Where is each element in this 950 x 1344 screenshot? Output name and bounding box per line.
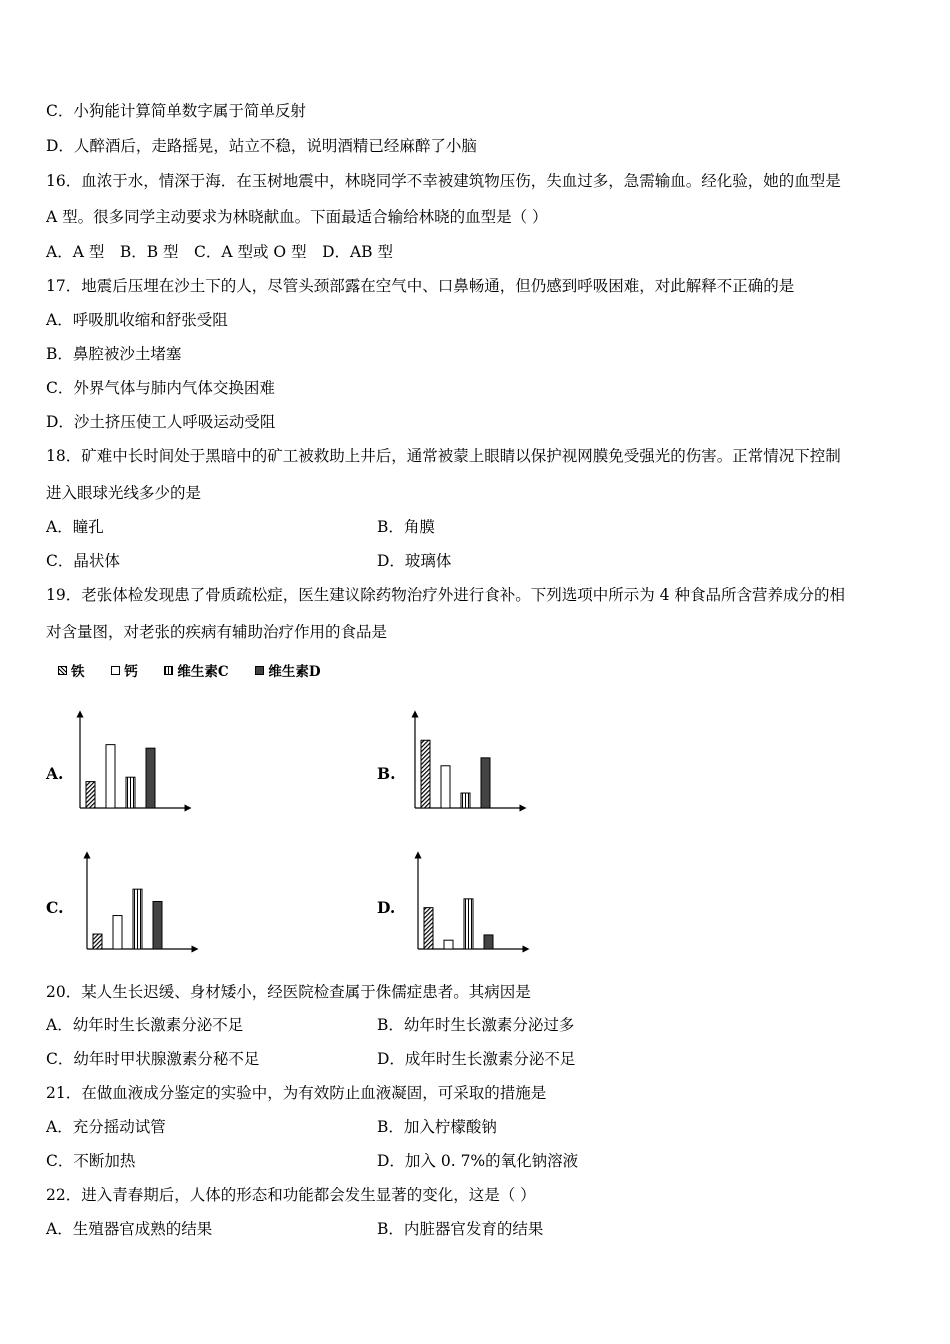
- question-21-option-c: C．不断加热: [46, 1152, 136, 1170]
- question-19-stem-2: 对含量图，对老张的疾病有辅助治疗作用的食品是: [46, 623, 388, 641]
- chart-d-bar-calcium: [444, 940, 453, 949]
- question-17-option-c: C．外界气体与肺内气体交换困难: [46, 379, 275, 397]
- question-16-options: A．A 型 B．B 型 C．A 型或 O 型 D．AB 型: [46, 243, 394, 261]
- question-20-stem: 20．某人生长迟缓、身材矮小，经医院检查属于侏儒症患者。其病因是: [46, 983, 531, 1001]
- legend-label-vitamin-c: 维生素C: [177, 664, 229, 680]
- question-20-option-c: C．幼年时甲状腺激素分秘不足: [46, 1050, 260, 1068]
- legend-label-calcium: 钙: [124, 664, 138, 680]
- chart-b-label: B.: [377, 764, 396, 783]
- chart-b-bar-iron: [421, 740, 430, 808]
- chart-d-label: D.: [377, 898, 396, 917]
- chart-d-bar-vitamin-c: [464, 899, 473, 949]
- chart-b-bar-vitamin-c: [461, 793, 470, 808]
- question-21-option-b: B．加入柠檬酸钠: [377, 1118, 497, 1136]
- question-16-stem-2: A 型。很多同学主动要求为林晓献血。下面最适合输给林晓的血型是（ ）: [46, 208, 548, 226]
- question-21-option-a: A．充分摇动试管: [46, 1118, 166, 1136]
- question-21-stem: 21．在做血液成分鉴定的实验中，为有效防止血液凝固，可采取的措施是: [46, 1084, 547, 1102]
- legend-swatch-iron: [58, 666, 67, 675]
- question-17-option-a: A．呼吸肌收缩和舒张受阻: [46, 311, 228, 329]
- question-18-option-c: C．晶状体: [46, 552, 120, 570]
- chart-d-bar-iron: [424, 908, 433, 949]
- question-20-option-b: B．幼年时生长激素分泌过多: [377, 1016, 575, 1034]
- chart-d: [408, 853, 533, 955]
- chart-a-bar-iron: [86, 782, 95, 808]
- chart-c: [77, 853, 202, 955]
- legend-iron: [58, 660, 85, 680]
- chart-b-bar-vitamin-d: [481, 758, 490, 808]
- line-d-option: D．人醉酒后，走路摇晃，站立不稳，说明酒精已经麻醉了小脑: [46, 137, 477, 155]
- legend-swatch-calcium: [111, 666, 120, 675]
- legend-vitamin-d: [255, 660, 320, 680]
- chart-c-bar-vitamin-d: [153, 901, 162, 949]
- chart-c-label: C.: [46, 898, 64, 917]
- chart-c-bar-iron: [93, 934, 102, 949]
- chart-a: [70, 712, 195, 814]
- legend-calcium: [111, 660, 138, 680]
- chart-a-bar-vitamin-d: [146, 748, 155, 808]
- question-18-stem-2: 进入眼球光线多少的是: [46, 484, 202, 502]
- question-17-stem: 17．地震后压埋在沙土下的人，尽管头颈部露在空气中、口鼻畅通，但仍感到呼吸困难，对此解释不正确的是: [46, 277, 795, 295]
- chart-d-bar-vitamin-d: [484, 935, 493, 949]
- question-22-stem: 22．进入青春期后，人体的形态和功能都会发生显著的变化，这是（ ）: [46, 1186, 536, 1204]
- chart-b: [405, 712, 530, 814]
- question-22-option-a: A．生殖器官成熟的结果: [46, 1220, 213, 1238]
- line-c-option: C．小狗能计算简单数字属于简单反射: [46, 102, 306, 120]
- question-20-option-a: A．幼年时生长激素分泌不足: [46, 1016, 244, 1034]
- legend-swatch-vitamin-d: [255, 666, 264, 675]
- legend-swatch-vitamin-c: [164, 666, 173, 675]
- question-16-stem-1: 16．血浓于水，情深于海．在玉树地震中，林晓同学不幸被建筑物压伤，失血过多，急需输血。经化验，她的血型是: [46, 172, 841, 190]
- question-22-option-b: B．内脏器官发育的结果: [377, 1220, 544, 1238]
- question-18-option-b: B．角膜: [377, 518, 435, 536]
- question-21-option-d: D．加入 0. 7%的氧化钠溶液: [377, 1152, 579, 1170]
- chart-a-bar-calcium: [106, 745, 115, 808]
- legend-vitamin-c: [164, 660, 228, 680]
- chart-c-bar-vitamin-c: [133, 889, 142, 949]
- question-17-option-d: D．沙土挤压使工人呼吸运动受阻: [46, 413, 276, 431]
- chart-a-label: A.: [46, 764, 64, 783]
- chart-b-bar-calcium: [441, 766, 450, 808]
- question-18-option-d: D．玻璃体: [377, 552, 452, 570]
- question-18-option-a: A．瞳孔: [46, 518, 104, 536]
- chart-c-bar-calcium: [113, 916, 122, 949]
- chart-legend: [58, 660, 343, 680]
- chart-a-bar-vitamin-c: [126, 777, 135, 808]
- legend-label-iron: 铁: [71, 664, 85, 680]
- question-18-stem-1: 18．矿难中长时间处于黑暗中的矿工被救助上井后，通常被蒙上眼睛以保护视网膜免受强光的伤害。正常情况下控制: [46, 447, 841, 465]
- question-17-option-b: B．鼻腔被沙土堵塞: [46, 345, 182, 363]
- question-20-option-d: D．成年时生长激素分泌不足: [377, 1050, 576, 1068]
- question-19-stem-1: 19．老张体检发现患了骨质疏松症，医生建议除药物治疗外进行食补。下列选项中所示为 4 种食品所含营养成分的相: [46, 586, 845, 604]
- legend-label-vitamin-d: 维生素D: [268, 664, 321, 680]
